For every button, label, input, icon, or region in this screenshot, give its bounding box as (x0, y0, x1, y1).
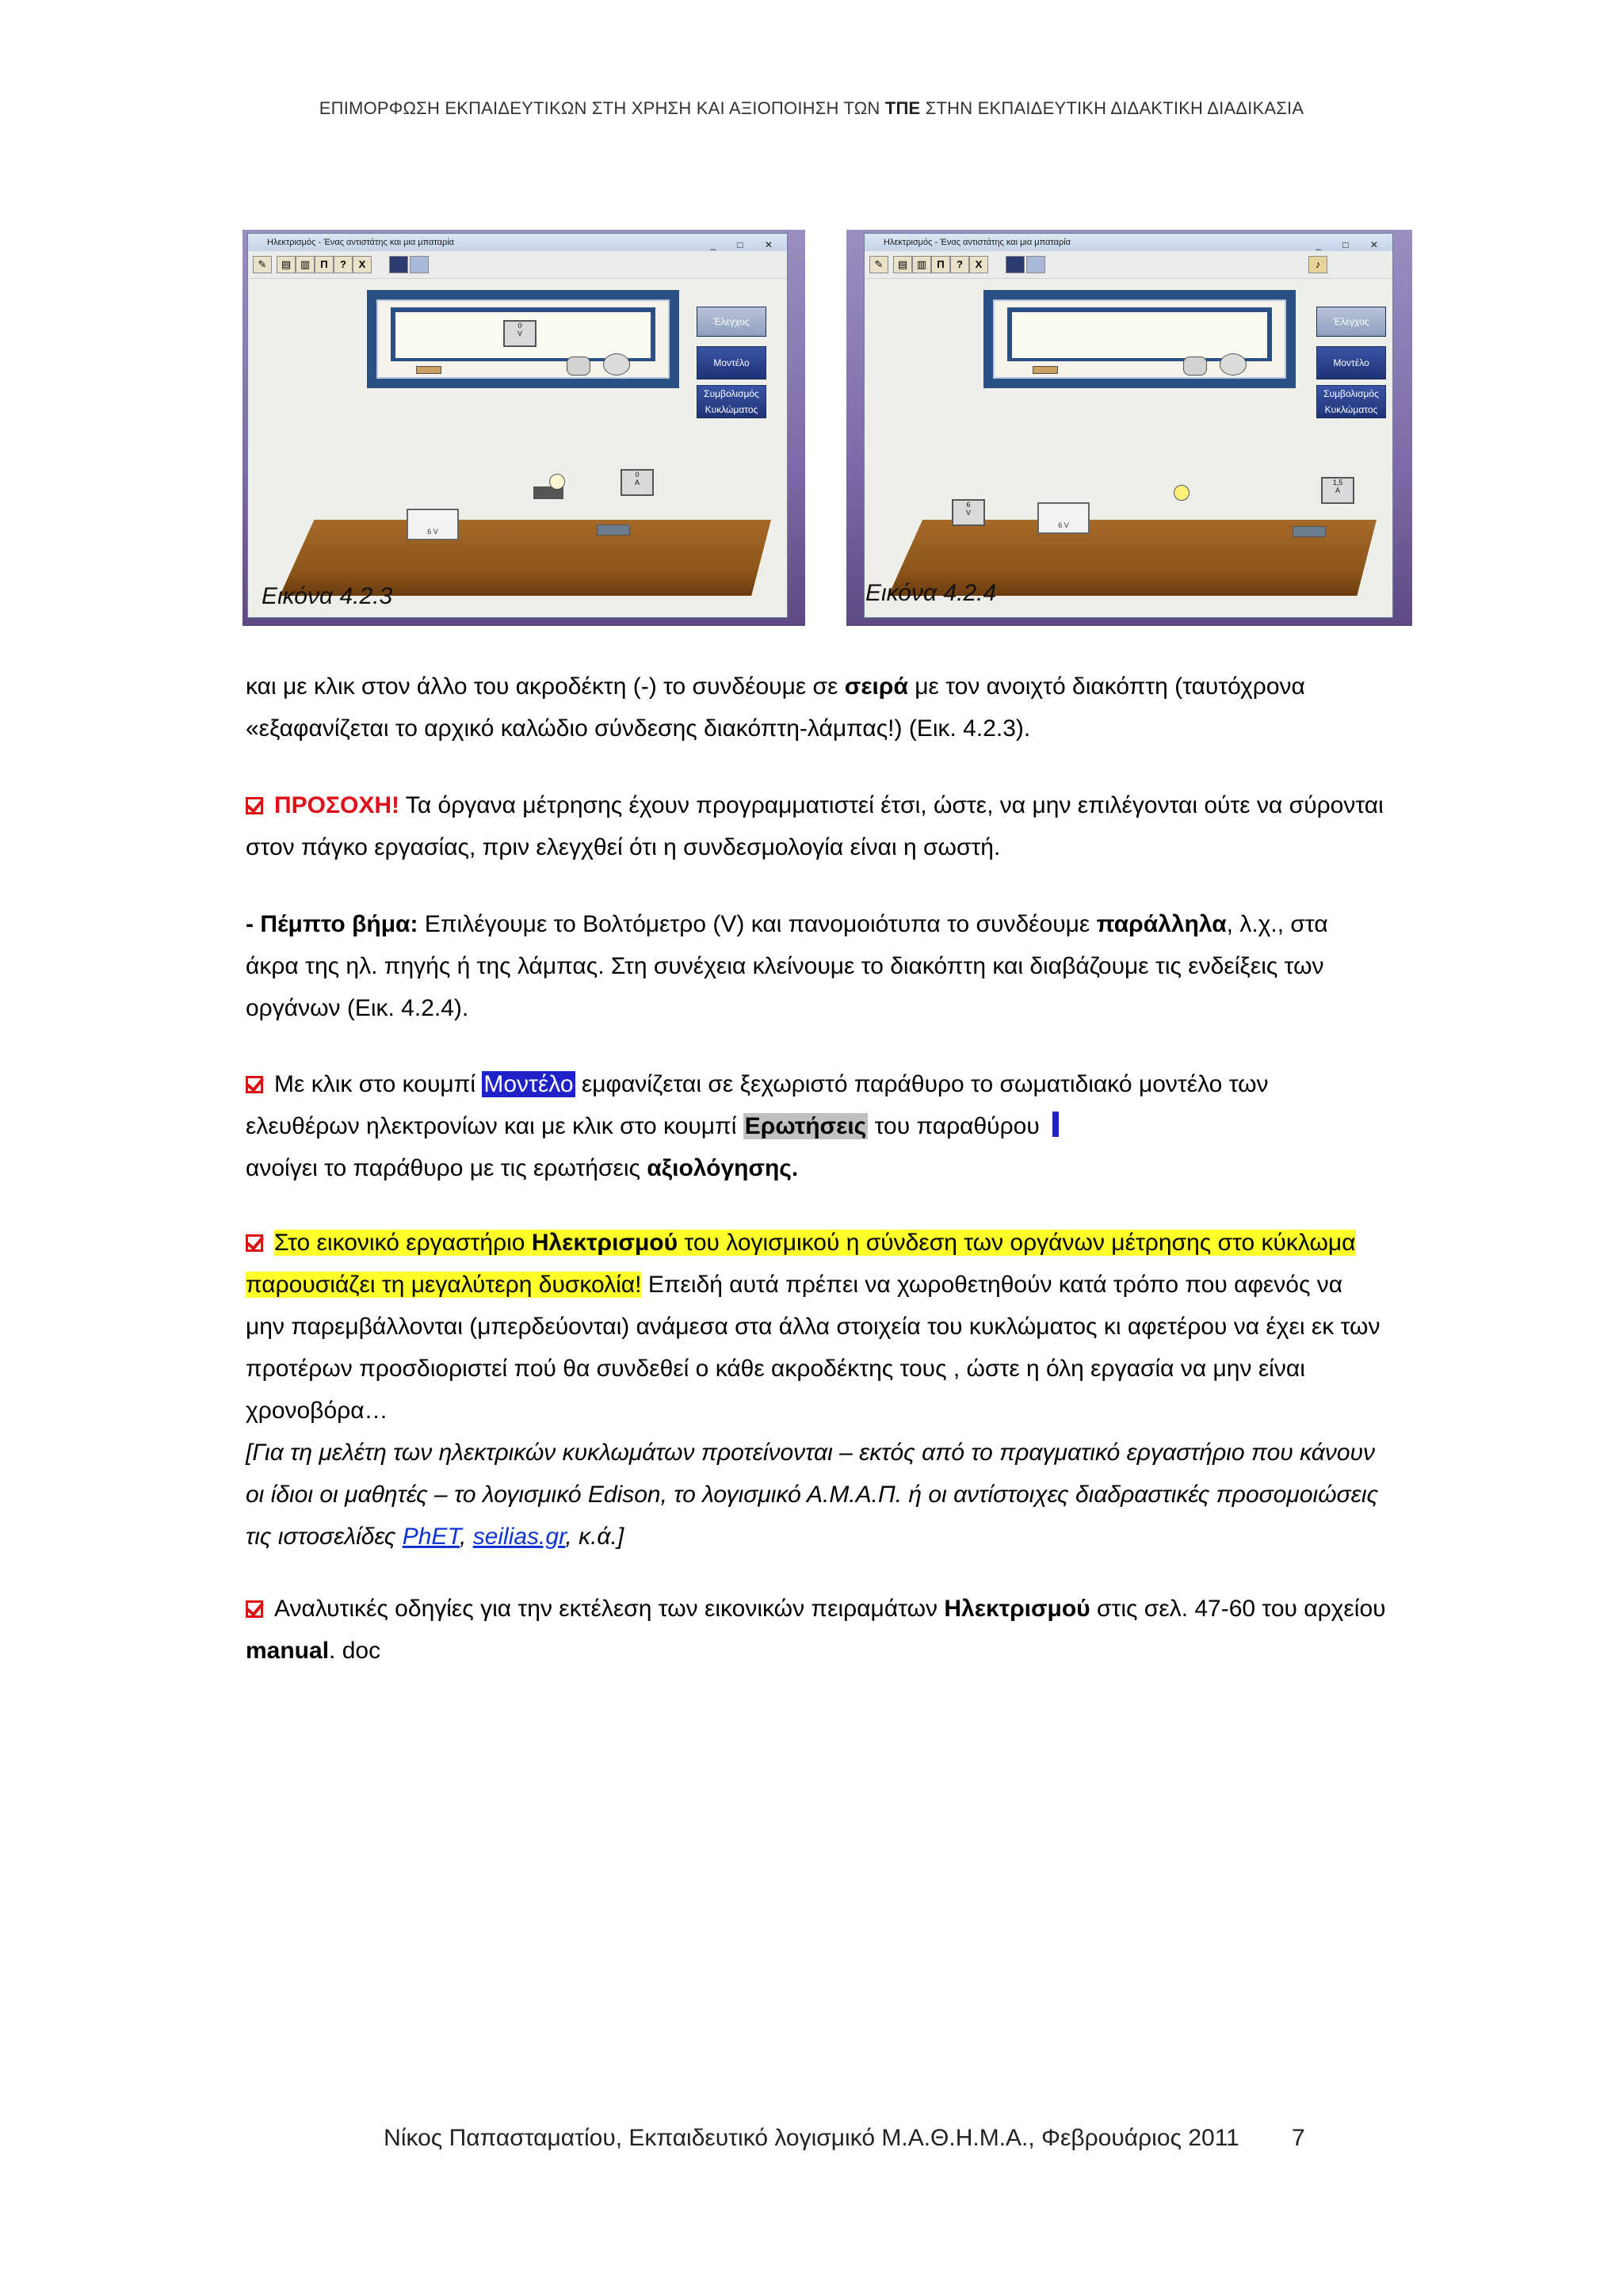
page-icon[interactable]: ▤ (893, 256, 912, 273)
book-icon[interactable] (389, 256, 408, 273)
model-button[interactable]: Μοντέλο (697, 346, 766, 379)
book-icon[interactable] (1006, 256, 1025, 273)
edit-icon[interactable] (1026, 256, 1045, 273)
header-text-bold: ΤΠΕ (884, 98, 921, 118)
text: , κ.ά.] (565, 1524, 624, 1550)
lab-scene (248, 279, 787, 617)
resistor-on-bench[interactable] (1293, 526, 1326, 537)
ammeter[interactable]: 1,5 A (1321, 477, 1354, 504)
page-header (0, 98, 1623, 119)
paragraph-instructions (246, 1588, 1387, 1672)
warning-label: ΠΡΟΣΟΧΗ! (274, 792, 400, 818)
text: ανοίγει το παράθυρο με τις ερωτήσεις (246, 1155, 647, 1181)
close-button[interactable]: X (353, 256, 372, 273)
toolbar (865, 251, 1392, 279)
bold-text: Ηλεκτρισμού (944, 1596, 1090, 1622)
lamp[interactable] (549, 474, 565, 490)
wire-coil-icon[interactable] (1220, 353, 1247, 376)
figure-caption: Εικόνα 4.2.3 (262, 583, 393, 609)
circuit-symbol-button[interactable]: Συμβολισμός Κυκλώματος (697, 385, 766, 418)
component-shelf (983, 290, 1296, 388)
resistor-icon[interactable] (416, 366, 441, 374)
wire-coil-icon[interactable] (603, 353, 630, 376)
text: με τον ανοιχτό διακόπτη (ταυτόχρονα «εξαφανίζεται το αρχικό καλώδιο σύνδεσης διακόπτη-λάμπας!) (Εικ. 4.2.3). (246, 673, 1305, 742)
voltmeter-shelf[interactable]: 0 V (503, 320, 537, 347)
brush-icon[interactable]: ✎ (869, 256, 888, 273)
figure-4-2-4 (846, 230, 1412, 626)
text: μέτρησης στο κύκλωμα παρουσιάζει τη μεγαλύτερη δυσκολία! (246, 1230, 1356, 1298)
simulation-window (864, 233, 1393, 618)
ammeter[interactable]: 0 A (621, 469, 654, 496)
figure-4-2-3 (242, 230, 805, 626)
simulation-window (247, 233, 788, 618)
text: και με κλικ στον άλλο του ακροδέκτη (-) το συνδέουμε σε (246, 673, 845, 700)
checkbox-icon (246, 1234, 263, 1252)
paragraph-warning (246, 784, 1387, 868)
window-titlebar (248, 234, 787, 251)
text: . doc (329, 1638, 381, 1664)
text: , (460, 1524, 473, 1550)
text: του λογισμικού η σύνδεση των οργάνων (678, 1230, 1112, 1256)
text: Στο εικονικό εργαστήριο (274, 1230, 532, 1256)
bold-text: manual (246, 1638, 330, 1664)
pi-button[interactable]: Π (931, 256, 950, 273)
circuit-symbol-button[interactable]: Συμβολισμός Κυκλώματος (1316, 385, 1386, 418)
text: Αναλυτικές οδηγίες για την εκτέλεση των εικονικών πειραμάτων (274, 1596, 945, 1622)
window-controls[interactable]: _ □ ✕ (710, 239, 782, 250)
text: εμφανίζεται σε ξεχωριστό παράθυρο το σωματιδιακό μοντέλο των ελευθέρων ηλεκτρονίων και με κλικ στο κουμπί (246, 1071, 1269, 1139)
sound-icon[interactable]: ♪ (1308, 256, 1327, 273)
text: Επιλέγουμε το Βολτόμετρο (V) και πανομοιότυπα το συνδέουμε (418, 911, 1097, 937)
page-icon[interactable]: ▤ (277, 256, 296, 273)
bold-text: παράλληλα (1096, 911, 1227, 937)
open-icon[interactable]: ▥ (296, 256, 315, 273)
brush-icon[interactable]: ✎ (253, 256, 272, 273)
model-button-reference: Μοντέλο (483, 1071, 574, 1097)
bold-text: αξιολόγησης. (647, 1155, 799, 1181)
header-text-post: ΣΤΗΝ ΕΚΠΑΙΔΕΥΤΙΚΗ ΔΙΔΑΚΤΙΚΗ ΔΙΑΔΙΚΑΣΙΑ (920, 98, 1304, 118)
pi-button[interactable]: Π (315, 256, 334, 273)
resistor-on-bench[interactable] (597, 524, 630, 536)
figure-caption: Εικόνα 4.2.4 (865, 580, 997, 606)
edit-icon[interactable] (410, 256, 429, 273)
pliers-icon[interactable] (567, 357, 590, 376)
paragraph-fifth-step (246, 903, 1387, 1029)
check-button[interactable]: Έλεγχος (697, 307, 766, 337)
component-shelf (367, 290, 679, 388)
lamp[interactable] (1174, 485, 1190, 501)
text: του παραθύρου (868, 1113, 1047, 1139)
model-button[interactable]: Μοντέλο (1316, 346, 1386, 379)
text: Τα όργανα μέτρησης έχουν προγραμματιστεί έτσι, ώστε, να μην επιλέγονται ούτε να σύρονται στον πάγκο εργασίας, πριν ελεγχθεί ότι η συνδεσμολογία είναι η σωστή. (246, 792, 1384, 860)
phet-link[interactable]: PhET (402, 1524, 460, 1550)
text: Με κλικ στο κουμπί (274, 1071, 483, 1097)
text: στις σελ. 47-60 του αρχείου (1090, 1596, 1386, 1622)
bold-text: σειρά (844, 673, 908, 700)
window-title: Ηλεκτρισμός - Ένας αντιστάτης και μια μπαταρία (884, 238, 1071, 247)
questions-button-reference: Ερωτήσεις (744, 1113, 867, 1139)
seilias-link[interactable]: seilias.gr (472, 1524, 566, 1550)
close-button[interactable]: X (969, 256, 988, 273)
window-titlebar (865, 234, 1392, 251)
checkbox-icon (246, 1600, 263, 1618)
battery[interactable]: 6 V (1037, 502, 1090, 534)
checkbox-icon (246, 797, 263, 814)
window-controls[interactable]: _ □ ✕ (1316, 239, 1388, 250)
cursor-bar (1052, 1112, 1059, 1137)
toolbar (248, 251, 787, 279)
help-button[interactable]: ? (950, 256, 969, 273)
paragraph-series-connection (246, 666, 1387, 749)
header-text-pre: ΕΠΙΜΟΡΦΩΣΗ ΕΚΠΑΙΔΕΥΤΙΚΩΝ ΣΤΗ ΧΡΗΣΗ ΚΑΙ ΑΞΙΟΠΟΙΗΣΗ ΤΩΝ (319, 98, 885, 118)
paragraph-lab-difficulty (246, 1222, 1387, 1558)
step-label: - Πέμπτο βήμα: (246, 911, 418, 937)
check-button[interactable]: Έλεγχος (1316, 307, 1386, 337)
window-title: Ηλεκτρισμός - Ένας αντιστάτης και μια μπαταρία (267, 238, 455, 247)
italic-text: [Για τη μελέτη των ηλεκτρικών κυκλωμάτων προτείνονται – εκτός από το πραγματικό εργαστήριο που κάνουν οι ίδιοι οι μαθητές – το λογισμικό Edison, το λογισμικό Α.Μ.Α.Π. ή οι αντίστοιχες διαδραστικές προσομοιώσεις τις ιστοσελίδες (246, 1440, 1379, 1550)
bold-text: Ηλεκτρισμού (531, 1230, 678, 1256)
text: , λ.χ., στα άκρα της ηλ. πηγής ή της λάμπας. Στη συνέχεια κλείνουμε το διακόπτη και διαβάζουμε τις ενδείξεις των οργάνων (Εικ. 4.2.4). (246, 911, 1328, 1021)
page-footer: Νίκος Παπασταματίου, Εκπαιδευτικό λογισμικό Μ.Α.Θ.Η.Μ.Α., Φεβρουάριος 2011 (384, 2125, 1239, 2151)
battery[interactable]: 6 V (407, 509, 459, 540)
paragraph-model-button (246, 1063, 1387, 1189)
page-number: 7 (1292, 2125, 1305, 2151)
voltmeter[interactable]: 6 V (952, 499, 985, 526)
resistor-icon[interactable] (1033, 366, 1058, 374)
checkbox-icon (246, 1076, 263, 1093)
lab-scene (865, 279, 1392, 617)
open-icon[interactable]: ▥ (912, 256, 931, 273)
text: Επειδή αυτά πρέπει να χωροθετηθούν κατά τρόπο που αφενός να μην παρεμβάλλονται (μπερδεύονται) ανάμεσα στα άλλα στοιχεία του κυκλώματος κι αφετέρου να έχει εκ των προτέρων προσδιοριστεί πού θα συνδεθεί ο κάθε ακροδέκτης τους , ώστε η όλη εργασία να μην είναι χρονοβόρα… (246, 1272, 1381, 1424)
pliers-icon[interactable] (1183, 357, 1207, 376)
help-button[interactable]: ? (334, 256, 353, 273)
